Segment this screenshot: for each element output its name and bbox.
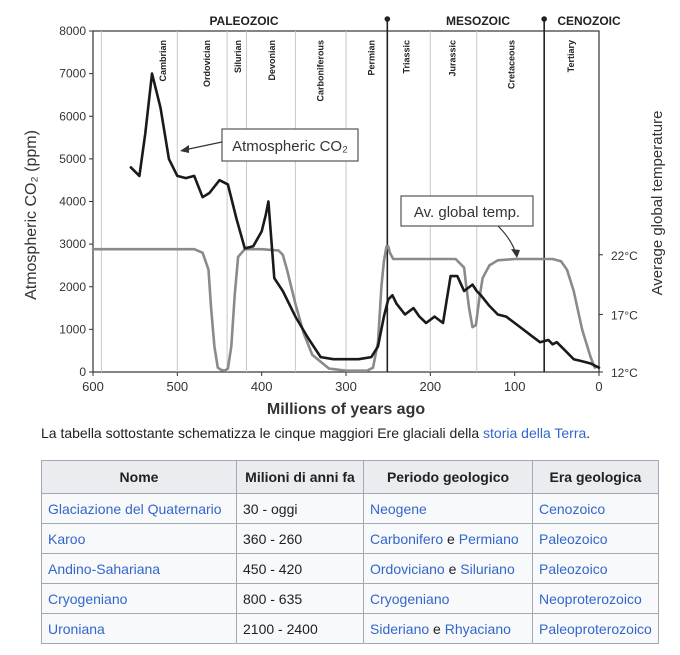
era-boundary-dot (541, 16, 547, 22)
row-nome-link[interactable]: Glaciazione del Quaternario (48, 500, 222, 517)
x-tick-label: 300 (335, 379, 357, 394)
x-tick-label: 100 (503, 379, 526, 394)
table-row (42, 614, 659, 644)
row-periodo-link-2[interactable]: Permiano (458, 530, 519, 547)
y-tick-label: 5000 (59, 151, 86, 166)
table-header-row (42, 461, 659, 494)
era-label: CENOZOIC (557, 14, 621, 28)
x-tick-label: 400 (250, 379, 273, 394)
y2-axis-ticks (599, 249, 638, 380)
row-nome-link[interactable]: Andino-Sahariana (48, 560, 161, 577)
table-row (42, 524, 659, 554)
row-nome-link[interactable]: Uroniana (48, 620, 105, 637)
caption (41, 425, 590, 441)
temp-annotation-label: Av. global temp. (413, 204, 521, 221)
y-axis-label: Atmospheric CO₂ (ppm) (23, 130, 40, 300)
x-axis-label: Millions of years ago (266, 401, 426, 418)
era-labels (209, 14, 621, 28)
y-tick-label: 8000 (59, 24, 86, 38)
row-anni: 2100 - 2400 (237, 614, 364, 644)
row-periodo-sep: e (429, 620, 445, 637)
x-tick-label: 200 (419, 379, 442, 394)
x-tick-label: 600 (82, 379, 104, 394)
period-label: Triassic (401, 40, 412, 74)
row-periodo-link[interactable]: Carbonifero (370, 530, 444, 547)
header-anni[interactable]: Milioni di anni fa (237, 461, 364, 494)
caption-end: . (586, 425, 591, 441)
co2-annotation-label: Atmospheric CO₂ (232, 138, 348, 155)
row-era-link[interactable]: Paleozoico (539, 560, 608, 577)
era-label: MESOZOIC (445, 14, 511, 28)
period-label: Cretaceous (506, 40, 517, 90)
row-periodo-link-2[interactable]: Siluriano (460, 560, 515, 577)
y2-tick-label: 12°C (611, 366, 638, 380)
row-anni: 800 - 635 (237, 584, 364, 614)
caption-text: La tabella sottostante schematizza le cinque maggiori Ere glaciali della (41, 425, 484, 441)
table-row (42, 494, 659, 524)
row-periodo-link-2[interactable]: Rhyaciano (444, 620, 511, 637)
y-tick-label: 6000 (59, 109, 86, 124)
y-tick-label: 3000 (59, 237, 86, 252)
table-row (42, 554, 659, 584)
period-label: Silurian (233, 40, 244, 74)
x-tick-label: 500 (166, 379, 189, 394)
period-label: Devonian (266, 40, 277, 81)
period-label: Tertiary (566, 40, 577, 73)
period-label: Ordovician (201, 40, 212, 88)
period-label: Jurassic (447, 40, 458, 77)
glaciations-table (41, 460, 659, 644)
y2-axis-label: Average global temperature (649, 110, 666, 296)
header-era[interactable]: Era geologica (533, 461, 659, 494)
era-boundary-dot (385, 16, 391, 22)
y2-tick-label: 17°C (611, 308, 638, 323)
header-periodo[interactable]: Periodo geologico (364, 461, 533, 494)
row-nome-link[interactable]: Cryogeniano (48, 590, 128, 607)
row-era-link[interactable]: Neoproterozoico (539, 590, 642, 607)
row-era-link[interactable]: Cenozoico (539, 500, 606, 517)
y2-tick-label: 22°C (611, 248, 638, 263)
y-tick-label: 0 (79, 365, 86, 379)
x-axis-ticks (82, 372, 602, 394)
y-tick-label: 1000 (59, 322, 86, 337)
period-label: Cambrian (157, 40, 168, 82)
caption-link[interactable]: storia della Terra (483, 425, 587, 441)
period-label: Carboniferous (315, 40, 326, 102)
row-anni: 30 - oggi (237, 494, 364, 524)
row-anni: 360 - 260 (237, 524, 364, 554)
row-nome-link[interactable]: Karoo (48, 530, 86, 547)
table-row (42, 584, 659, 614)
era-label: PALEOZOIC (209, 14, 279, 28)
row-periodo-link[interactable]: Sideriano (370, 620, 430, 637)
period-label: Permian (366, 40, 377, 76)
row-periodo-link[interactable]: Ordoviciano (370, 560, 445, 577)
y-axis-ticks (59, 24, 93, 379)
x-tick-label: 0 (595, 379, 603, 394)
row-anni: 450 - 420 (237, 554, 364, 584)
row-periodo-sep: e (444, 560, 461, 577)
y-tick-label: 4000 (59, 194, 86, 209)
header-nome[interactable]: Nome (42, 461, 237, 494)
row-periodo-link[interactable]: Cryogeniano (370, 590, 450, 607)
row-era-link[interactable]: Paleozoico (539, 530, 608, 547)
y-tick-label: 7000 (59, 66, 86, 81)
row-periodo-link[interactable]: Neogene (370, 500, 427, 517)
row-periodo-sep: e (443, 530, 459, 547)
row-era-link[interactable]: Paleoproterozoico (539, 620, 652, 637)
y-tick-label: 2000 (59, 279, 86, 294)
